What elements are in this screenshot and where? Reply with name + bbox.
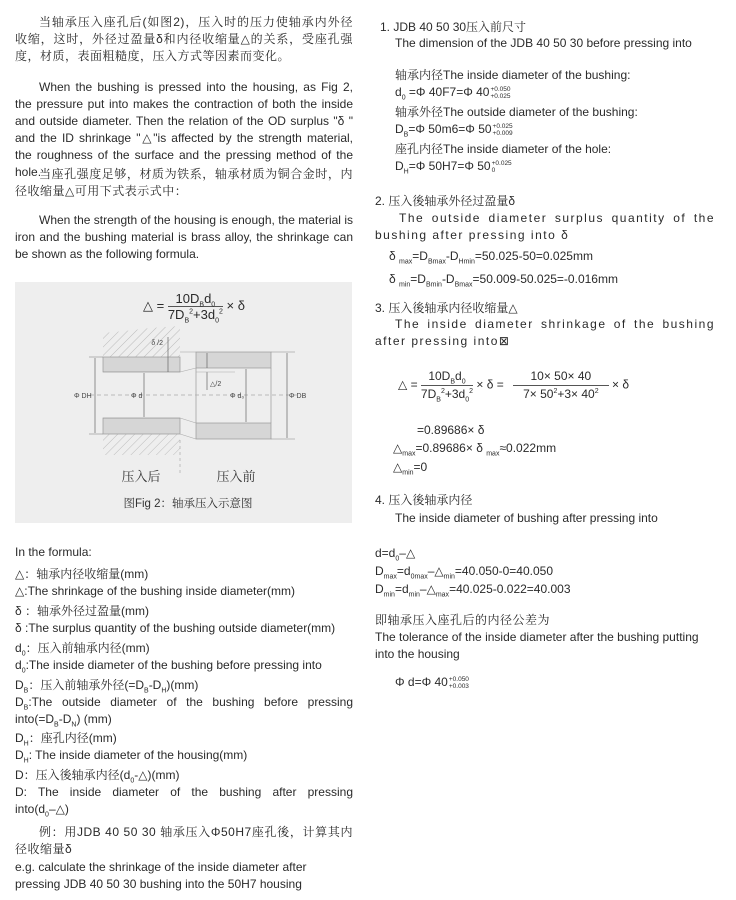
def-d0: $d_0$：压入前轴承内径(mm) $d_0:The$ inside diameter of the bushing before pressing into — [15, 641, 322, 675]
figure-caption: 图Fig 2：轴承压入示意图 — [123, 498, 253, 510]
def-triangle: △：轴承内径收缩量(mm) △:The shrinkage of the bushing inside diameter(mm) — [15, 567, 296, 598]
bushing-od-spec: 轴承外径The outside diameter of the bushing: $D_B=\Phi$ 50m6=Φ 50 +0.025 +0.009 — [395, 105, 638, 139]
section-4-title: 4. 压入後轴承内径 — [375, 493, 473, 507]
intro-paragraph-en: When the bushing is pressed into the housing, as Fig 2, the pressure put into makes the contraction of both the inside and outside diameter. Then the relation of the OD surplus "δ " and the ID shrinkage "△"is affected by the strength material, the roughness of the surface and the pressing method of the hole. — [15, 80, 353, 179]
tolerance-value: Φ d=Φ 40 +0.050 +0.003 — [395, 675, 469, 690]
bushing-before-bottom — [196, 423, 271, 439]
tri-max-calc: $\triangle_{max}=0.89686\times \delta$ $_{max}$≈0.022mm — [393, 441, 557, 458]
label-phi-db: Φ DB — [289, 393, 307, 400]
tri-min-calc: $\triangle_{min}=0$ — [393, 460, 428, 477]
bushing-after-top — [103, 357, 180, 372]
section-4-subtitle: The inside diameter of bushing after pressing into — [395, 511, 658, 525]
section-3-text: The inside diameter shrinkage of the bushing after pressing into⊠ — [375, 317, 715, 348]
label-after-pressing: 压入后 — [121, 469, 161, 484]
def-delta: δ ：轴承外径过盈量(mm) δ :The surplus quantity of the bushing outside diameter(mm) — [15, 604, 336, 635]
label-delta-half: δ /2 — [151, 340, 163, 347]
example-zh: 例：用JDB 40 50 30 轴承压入Φ50H7座孔後，计算其内径收缩量δ — [15, 825, 353, 856]
dmin-calc: $D_{min}=d_{min}-\triangle_{max}=40.025-0.022=40.003$ — [375, 582, 571, 599]
def-db: $D_B$：压入前轴承外径$(=D_B-D_H)(mm)$ $D_B:The$ outside diameter of the bushing before pressing $into(=D_B-D_N)$ (mm) — [15, 678, 353, 729]
def-d: D：压入後轴承内径$(d_0-\triangle)(mm)$ D: The inside diameter of the bushing after pressing $into(d_0-\triangle)$ — [15, 768, 353, 819]
label-phi-d0: Φ d₀ — [230, 393, 245, 400]
d-formula: $d=d_0-\triangle$ — [375, 546, 416, 563]
formula-lhs: △ = — [143, 297, 165, 313]
label-phi-dh: Φ DH — [74, 393, 92, 400]
delta-max-calc: δ $_{max}=D_{Bmax}-D_{Hmin}=50.025-50=0.025mm$ — [389, 249, 593, 266]
dmax-calc: $D_{max}=d_{0max}-\triangle_{min}=40.050-0=40.050$ — [375, 564, 553, 581]
intro-paragraph-zh: 当轴承压入座孔后(如图2)，压入时的压力使轴承内外径收缩，这时，外径过盈量δ和内径收缩量△的关系，受座孔强度，材质，表面粗糙度，压入方式等因素而变化。 — [15, 15, 353, 63]
label-phi-d: Φ d — [131, 393, 143, 400]
shrink-factor: =0.89686× δ — [417, 423, 485, 437]
bushing-diagram — [15, 282, 352, 523]
example-en: e.g. calculate the shrinkage of the inside diameter after pressing JDB 40 50 30 bushing into the 50H7 housing — [15, 860, 307, 891]
tolerance-en: The tolerance of the inside diameter after the bushing putting into the housing — [375, 630, 699, 661]
bushing-bore-spec: 轴承内径The inside diameter of the bushing: $d_0 =\Phi$ 40F7=Φ 40 +0.050 +0.025 — [395, 68, 631, 102]
section-2-text: The outside diameter surplus quantity of the bushing after pressing into δ — [375, 211, 715, 242]
label-tri-half: △/2 — [210, 381, 222, 388]
section-3-title: 3. 压入後轴承内径收缩量△ — [375, 301, 518, 315]
condition-paragraph-en: When the strength of the housing is enough, the material is iron and the bushing material is brass alloy, the shrinkage can be shown as the following formula. — [15, 213, 353, 261]
hole-spec: 座孔内径The inside diameter of the hole: $D_H=\Phi$ 50H7=Φ 50 +0.025 0 — [395, 142, 612, 176]
label-before-pressing: 压入前 — [216, 469, 256, 484]
condition-paragraph-zh: 当座孔强度足够，材质为铁系，轴承材质为铜合金时，内径收缩量△可用下式表示式中： — [15, 167, 353, 198]
section-1-subtitle: The dimension of the JDB 40 50 30 before pressing into — [395, 36, 692, 50]
delta-min-calc: δ $_{min}=D_{Bmin}-D_{Bmax}=50.009-50.025=-0.016mm$ — [389, 272, 618, 289]
section-2-title: 2. 压入後轴承外径过盈量δ — [375, 194, 516, 208]
tolerance-zh: 即轴承压入座孔后的内径公差为 — [375, 613, 551, 627]
figure-2 — [15, 282, 352, 523]
formula-intro: In the formula: — [15, 545, 92, 559]
formula-rhs: × δ — [226, 297, 245, 313]
section-3-formula: △ = $\frac{10D_Bd_0}{7D_B^2+3d_0^2}$ × δ = $\frac{10\times 50\times 40}{7\times 50^2+3\times 40^2}$ × δ — [398, 369, 630, 404]
bushing-after-bottom — [103, 418, 180, 434]
def-dh: $D_H$：座孔内径(mm) $D_H$: The inside diameter of the housing(mm) — [15, 731, 248, 765]
formula-fraction: $\frac{10D_Bd_0}{7D_B^2+3d_0^2}$ — [167, 291, 223, 325]
section-1-title: 1. JDB 40 50 30压入前尺寸 — [380, 20, 527, 34]
